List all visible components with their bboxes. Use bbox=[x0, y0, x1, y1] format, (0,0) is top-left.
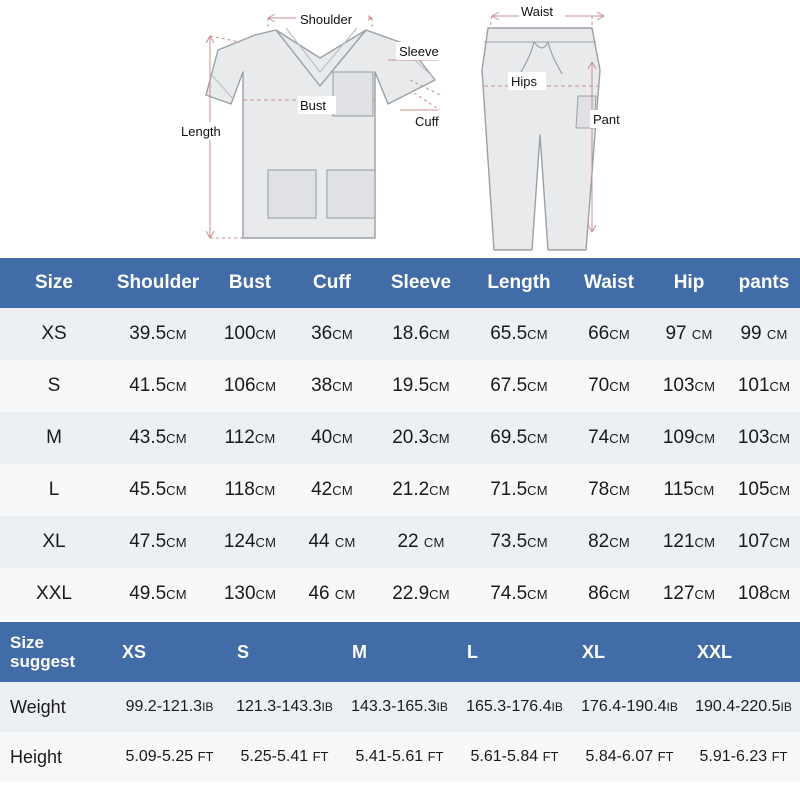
scrub-pants-illustration bbox=[482, 28, 600, 250]
col-length: Length bbox=[470, 258, 568, 308]
cell-pants: 103CM bbox=[728, 412, 800, 464]
cell-size: L bbox=[0, 464, 108, 516]
cell-weight-xl: 176.4-190.4IB bbox=[572, 682, 687, 732]
suggest-col-m: M bbox=[342, 622, 457, 682]
cell-shoulder: 47.5CM bbox=[108, 516, 208, 568]
col-sleeve: Sleeve bbox=[372, 258, 470, 308]
table-row bbox=[0, 732, 800, 782]
cell-shoulder: 43.5CM bbox=[108, 412, 208, 464]
cell-sleeve: 19.5CM bbox=[372, 360, 470, 412]
cell-length: 73.5CM bbox=[470, 516, 568, 568]
label-pant: Pant bbox=[593, 112, 620, 127]
cell-bust: 118CM bbox=[208, 464, 292, 516]
cell-length: 74.5CM bbox=[470, 568, 568, 620]
suggest-corner-label bbox=[0, 622, 112, 682]
label-waist: Waist bbox=[521, 4, 554, 19]
cell-waist: 82CM bbox=[568, 516, 650, 568]
col-bust: Bust bbox=[208, 258, 292, 308]
cell-size: XL bbox=[0, 516, 108, 568]
cell-height-xl: 5.84-6.07 FT bbox=[572, 732, 687, 782]
cell-length: 65.5CM bbox=[470, 308, 568, 360]
cell-weight-xxl: 190.4-220.5IB bbox=[687, 682, 800, 732]
cell-bust: 124CM bbox=[208, 516, 292, 568]
table-row bbox=[0, 412, 800, 464]
label-shoulder: Shoulder bbox=[300, 12, 353, 27]
cell-waist: 70CM bbox=[568, 360, 650, 412]
cell-sleeve: 22.9CM bbox=[372, 568, 470, 620]
cell-length: 71.5CM bbox=[470, 464, 568, 516]
col-size: Size bbox=[0, 258, 108, 308]
suggest-col-xl: XL bbox=[572, 622, 687, 682]
cell-hip: 109CM bbox=[650, 412, 728, 464]
cell-hip: 115CM bbox=[650, 464, 728, 516]
cell-bust: 112CM bbox=[208, 412, 292, 464]
cell-shoulder: 41.5CM bbox=[108, 360, 208, 412]
cell-pants: 108CM bbox=[728, 568, 800, 620]
cell-size: XXL bbox=[0, 568, 108, 620]
size-measurements-table bbox=[0, 258, 800, 620]
cell-pants: 101CM bbox=[728, 360, 800, 412]
col-hip: Hip bbox=[650, 258, 728, 308]
cell-height-m: 5.41-5.61 FT bbox=[342, 732, 457, 782]
cell-size: S bbox=[0, 360, 108, 412]
cell-cuff: 36CM bbox=[292, 308, 372, 360]
label-sleeve: Sleeve bbox=[399, 44, 439, 59]
cell-weight-s: 121.3-143.3IB bbox=[227, 682, 342, 732]
cell-height-l: 5.61-5.84 FT bbox=[457, 732, 572, 782]
cell-bust: 100CM bbox=[208, 308, 292, 360]
cell-cuff: 44 CM bbox=[292, 516, 372, 568]
cell-bust: 130CM bbox=[208, 568, 292, 620]
table-row bbox=[0, 568, 800, 620]
cell-hip: 127CM bbox=[650, 568, 728, 620]
cell-sleeve: 21.2CM bbox=[372, 464, 470, 516]
cell-height-xs: 5.09-5.25 FT bbox=[112, 732, 227, 782]
cell-pants: 107CM bbox=[728, 516, 800, 568]
size-suggestion-table bbox=[0, 622, 800, 782]
cell-waist: 78CM bbox=[568, 464, 650, 516]
cell-cuff: 38CM bbox=[292, 360, 372, 412]
cell-height-xxl: 5.91-6.23 FT bbox=[687, 732, 800, 782]
cell-waist: 74CM bbox=[568, 412, 650, 464]
cell-weight-xs: 99.2-121.3IB bbox=[112, 682, 227, 732]
col-pants: pants bbox=[728, 258, 800, 308]
cell-cuff: 46 CM bbox=[292, 568, 372, 620]
size-table-header-row bbox=[0, 258, 800, 308]
table-row bbox=[0, 308, 800, 360]
cell-cuff: 40CM bbox=[292, 412, 372, 464]
cell-hip: 103CM bbox=[650, 360, 728, 412]
cell-length: 67.5CM bbox=[470, 360, 568, 412]
corner-line-2: suggest bbox=[10, 652, 76, 671]
garment-diagram bbox=[0, 0, 800, 258]
cell-pants: 105CM bbox=[728, 464, 800, 516]
cell-shoulder: 39.5CM bbox=[108, 308, 208, 360]
cell-hip: 97 CM bbox=[650, 308, 728, 360]
row-label-height: Height bbox=[0, 732, 112, 782]
table-row bbox=[0, 464, 800, 516]
cell-length: 69.5CM bbox=[470, 412, 568, 464]
suggest-header-row bbox=[0, 622, 800, 682]
label-cuff: Cuff bbox=[415, 114, 439, 129]
cell-weight-l: 165.3-176.4IB bbox=[457, 682, 572, 732]
cell-size: XS bbox=[0, 308, 108, 360]
cell-weight-m: 143.3-165.3IB bbox=[342, 682, 457, 732]
cell-waist: 86CM bbox=[568, 568, 650, 620]
label-length: Length bbox=[181, 124, 221, 139]
cell-sleeve: 18.6CM bbox=[372, 308, 470, 360]
cell-cuff: 42CM bbox=[292, 464, 372, 516]
suggest-col-s: S bbox=[227, 622, 342, 682]
cell-hip: 121CM bbox=[650, 516, 728, 568]
cell-pants: 99 CM bbox=[728, 308, 800, 360]
cell-bust: 106CM bbox=[208, 360, 292, 412]
table-row bbox=[0, 682, 800, 732]
suggest-col-l: L bbox=[457, 622, 572, 682]
cell-height-s: 5.25-5.41 FT bbox=[227, 732, 342, 782]
corner-line-1: Size bbox=[10, 633, 45, 652]
cell-shoulder: 49.5CM bbox=[108, 568, 208, 620]
cell-size: M bbox=[0, 412, 108, 464]
table-row bbox=[0, 516, 800, 568]
col-cuff: Cuff bbox=[292, 258, 372, 308]
row-label-weight: Weight bbox=[0, 682, 112, 732]
label-bust: Bust bbox=[300, 98, 327, 113]
cell-waist: 66CM bbox=[568, 308, 650, 360]
label-hips: Hips bbox=[511, 74, 538, 89]
suggest-col-xs: XS bbox=[112, 622, 227, 682]
suggest-col-xxl: XXL bbox=[687, 622, 800, 682]
col-waist: Waist bbox=[568, 258, 650, 308]
cell-sleeve: 22 CM bbox=[372, 516, 470, 568]
table-row bbox=[0, 360, 800, 412]
cell-shoulder: 45.5CM bbox=[108, 464, 208, 516]
cell-sleeve: 20.3CM bbox=[372, 412, 470, 464]
col-shoulder: Shoulder bbox=[108, 258, 208, 308]
